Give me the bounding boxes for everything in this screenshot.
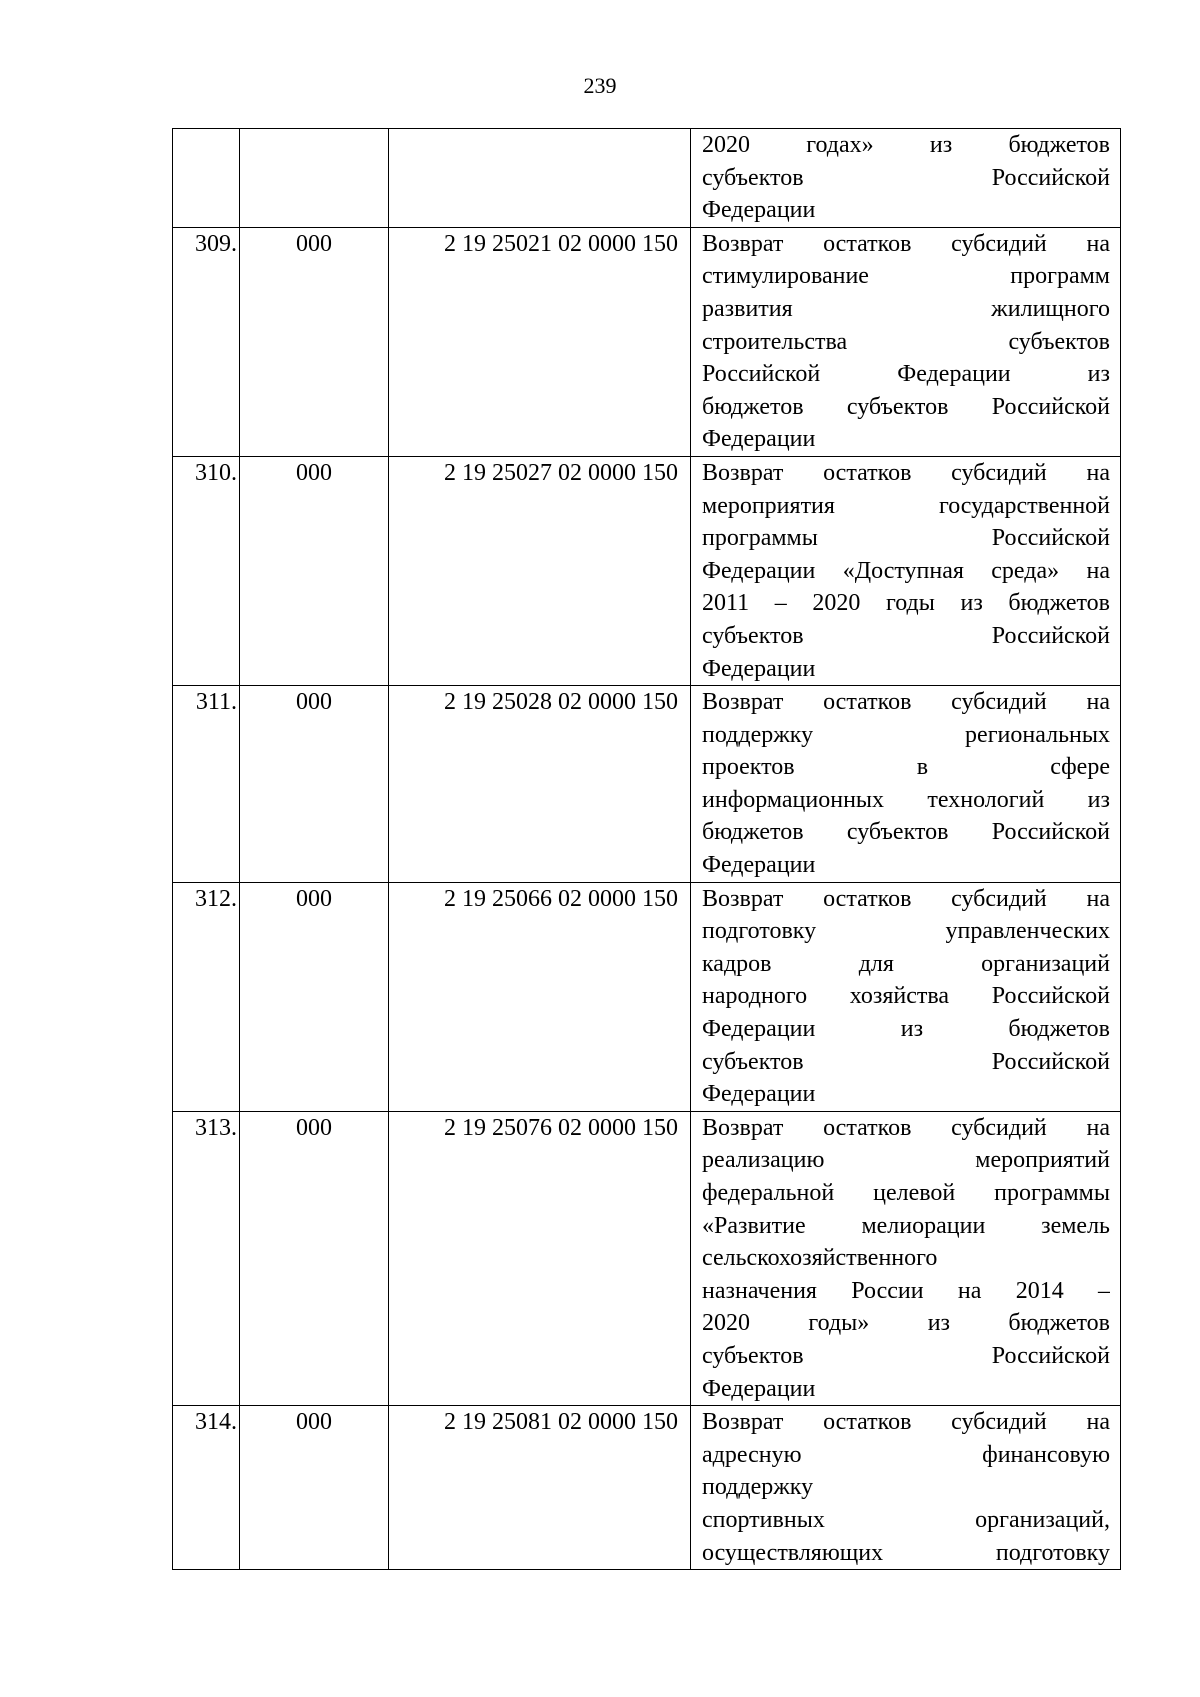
table-row bbox=[173, 1111, 1121, 1405]
admin-code-cell: 000 bbox=[240, 686, 389, 883]
table-row bbox=[173, 129, 1121, 228]
admin-code-cell: 000 bbox=[240, 227, 389, 456]
budget-code-cell: 2 19 25021 02 0000 150 bbox=[389, 227, 691, 456]
description-line: стимулирование программ bbox=[702, 263, 1110, 290]
budget-code-cell: 2 19 25027 02 0000 150 bbox=[389, 456, 691, 685]
row-number-cell: 311. bbox=[173, 686, 240, 883]
description-cell bbox=[691, 1406, 1121, 1570]
description-line: Федерации bbox=[702, 1375, 816, 1402]
description-line: субъектов Российской bbox=[702, 164, 1110, 191]
description-line: бюджетов субъектов Российской bbox=[702, 819, 1110, 846]
page-number: 239 bbox=[583, 73, 617, 98]
description-line: Федерации bbox=[702, 426, 816, 453]
admin-code-cell: 000 bbox=[240, 882, 389, 1111]
description-cell bbox=[691, 686, 1121, 883]
description-line: Федерации из бюджетов bbox=[702, 1016, 1110, 1043]
description-line: программы Российской bbox=[702, 525, 1110, 552]
admin-code-cell: 000 bbox=[240, 456, 389, 685]
description-line: сельскохозяйственного bbox=[702, 1245, 938, 1272]
description-line: «Развитие мелиорации земель bbox=[702, 1212, 1110, 1239]
description-line: осуществляющих подготовку bbox=[702, 1539, 1110, 1566]
row-number-cell: 314. bbox=[173, 1406, 240, 1570]
table-row bbox=[173, 1406, 1121, 1570]
description-line: Возврат остатков субсидий на bbox=[702, 230, 1110, 257]
description-line: Возврат остатков субсидий на bbox=[702, 459, 1110, 486]
description-line: подготовку управленческих bbox=[702, 918, 1110, 945]
description-line: назначения России на 2014 – bbox=[702, 1277, 1110, 1304]
description-line: Возврат остатков субсидий на bbox=[702, 885, 1110, 912]
description-line: Российской Федерации из bbox=[702, 361, 1110, 388]
row-number-cell: 312. bbox=[173, 882, 240, 1111]
budget-code-cell: 2 19 25066 02 0000 150 bbox=[389, 882, 691, 1111]
description-line: мероприятия государственной bbox=[702, 492, 1110, 519]
table-row bbox=[173, 456, 1121, 685]
description-line: адресную финансовую bbox=[702, 1441, 1110, 1468]
description-line: спортивных организаций, bbox=[702, 1506, 1110, 1533]
description-line: Федерации bbox=[702, 852, 816, 879]
admin-code-cell: 000 bbox=[240, 1111, 389, 1405]
budget-code-cell: 2 19 25081 02 0000 150 bbox=[389, 1406, 691, 1570]
description-line: бюджетов субъектов Российской bbox=[702, 393, 1110, 420]
description-line: кадров для организаций bbox=[702, 950, 1110, 977]
description-line: Возврат остатков субсидий на bbox=[702, 1114, 1110, 1141]
description-line: развития жилищного bbox=[702, 295, 1110, 322]
description-line: реализацию мероприятий bbox=[702, 1147, 1110, 1174]
description-line: 2011 – 2020 годы из бюджетов bbox=[702, 590, 1110, 617]
description-line: поддержку региональных bbox=[702, 721, 1110, 748]
description-line: субъектов Российской bbox=[702, 622, 1110, 649]
description-line: Федерации bbox=[702, 1081, 816, 1108]
description-line: 2020 годах» из бюджетов bbox=[702, 132, 1110, 158]
description-line: Возврат остатков субсидий на bbox=[702, 689, 1110, 716]
description-cell bbox=[691, 882, 1121, 1111]
description-line: строительства субъектов bbox=[702, 328, 1110, 355]
description-cell bbox=[691, 227, 1121, 456]
budget-codes-table bbox=[172, 128, 1121, 1570]
row-number-cell: 309. bbox=[173, 227, 240, 456]
row-number-cell: 310. bbox=[173, 456, 240, 685]
budget-code-cell bbox=[389, 129, 691, 228]
description-line: информационных технологий из bbox=[702, 786, 1110, 813]
budget-code-cell: 2 19 25076 02 0000 150 bbox=[389, 1111, 691, 1405]
description-line: Федерации «Доступная среда» на bbox=[702, 557, 1110, 584]
admin-code-cell: 000 bbox=[240, 1406, 389, 1570]
description-line: Федерации bbox=[702, 655, 816, 682]
description-line: 2020 годы» из бюджетов bbox=[702, 1310, 1110, 1337]
row-number-cell: 313. bbox=[173, 1111, 240, 1405]
description-cell bbox=[691, 1111, 1121, 1405]
description-line: субъектов Российской bbox=[702, 1048, 1110, 1075]
table-row bbox=[173, 686, 1121, 883]
description-line: поддержку bbox=[702, 1474, 814, 1501]
description-line: субъектов Российской bbox=[702, 1342, 1110, 1369]
budget-code-cell: 2 19 25028 02 0000 150 bbox=[389, 686, 691, 883]
description-line: Возврат остатков субсидий на bbox=[702, 1409, 1110, 1436]
description-cell bbox=[691, 129, 1121, 228]
description-line: федеральной целевой программы bbox=[702, 1180, 1110, 1206]
table-row bbox=[173, 227, 1121, 456]
description-line: Федерации bbox=[702, 197, 816, 224]
row-number-cell bbox=[173, 129, 240, 228]
description-line: проектов в сфере bbox=[702, 754, 1110, 781]
description-cell bbox=[691, 456, 1121, 685]
description-line: народного хозяйства Российской bbox=[702, 983, 1110, 1010]
admin-code-cell bbox=[240, 129, 389, 228]
table-row bbox=[173, 882, 1121, 1111]
